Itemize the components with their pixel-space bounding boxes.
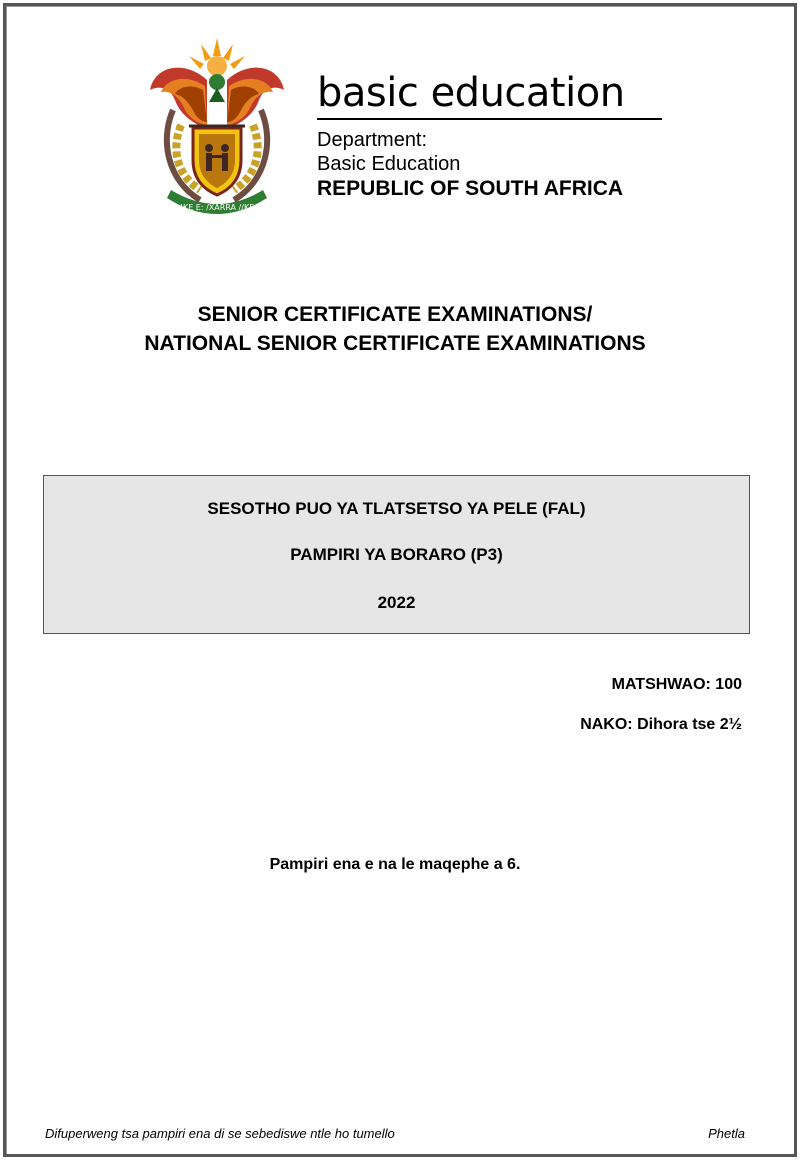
paper-number: PAMPIRI YA BORARO (P3) — [290, 545, 503, 564]
coat-of-arms-icon — [145, 30, 290, 215]
marks-info: MATSHWAO: 100 — [611, 676, 742, 693]
department-line2: Basic Education — [317, 153, 461, 175]
copyright-note: Difuperweng tsa pampiri ena di se sebediswe ntle ho tumello — [45, 1126, 395, 1141]
header — [145, 30, 685, 220]
turn-over-note: Phetla — [708, 1126, 745, 1141]
exam-title-line2: NATIONAL SENIOR CERTIFICATE EXAMINATIONS — [144, 332, 646, 355]
exam-year: 2022 — [377, 593, 416, 612]
brand-block — [317, 70, 662, 202]
time-info: NAKO: Dihora tse 2½ — [580, 716, 742, 733]
brand-title: basic education — [317, 70, 662, 120]
subject-box — [43, 475, 750, 634]
country-name: REPUBLIC OF SOUTH AFRICA — [317, 177, 624, 200]
exam-titles — [0, 300, 790, 358]
subject-name: SESOTHO PUO YA TLATSETSO YA PELE (FAL) — [207, 499, 586, 518]
department-line1: Department: — [317, 129, 428, 151]
exam-title-line1: SENIOR CERTIFICATE EXAMINATIONS/ — [197, 303, 593, 326]
motto-text: !KE E: /XARRA //KE — [179, 203, 255, 212]
pages-note: Pampiri ena e na le maqephe a 6. — [269, 856, 521, 873]
